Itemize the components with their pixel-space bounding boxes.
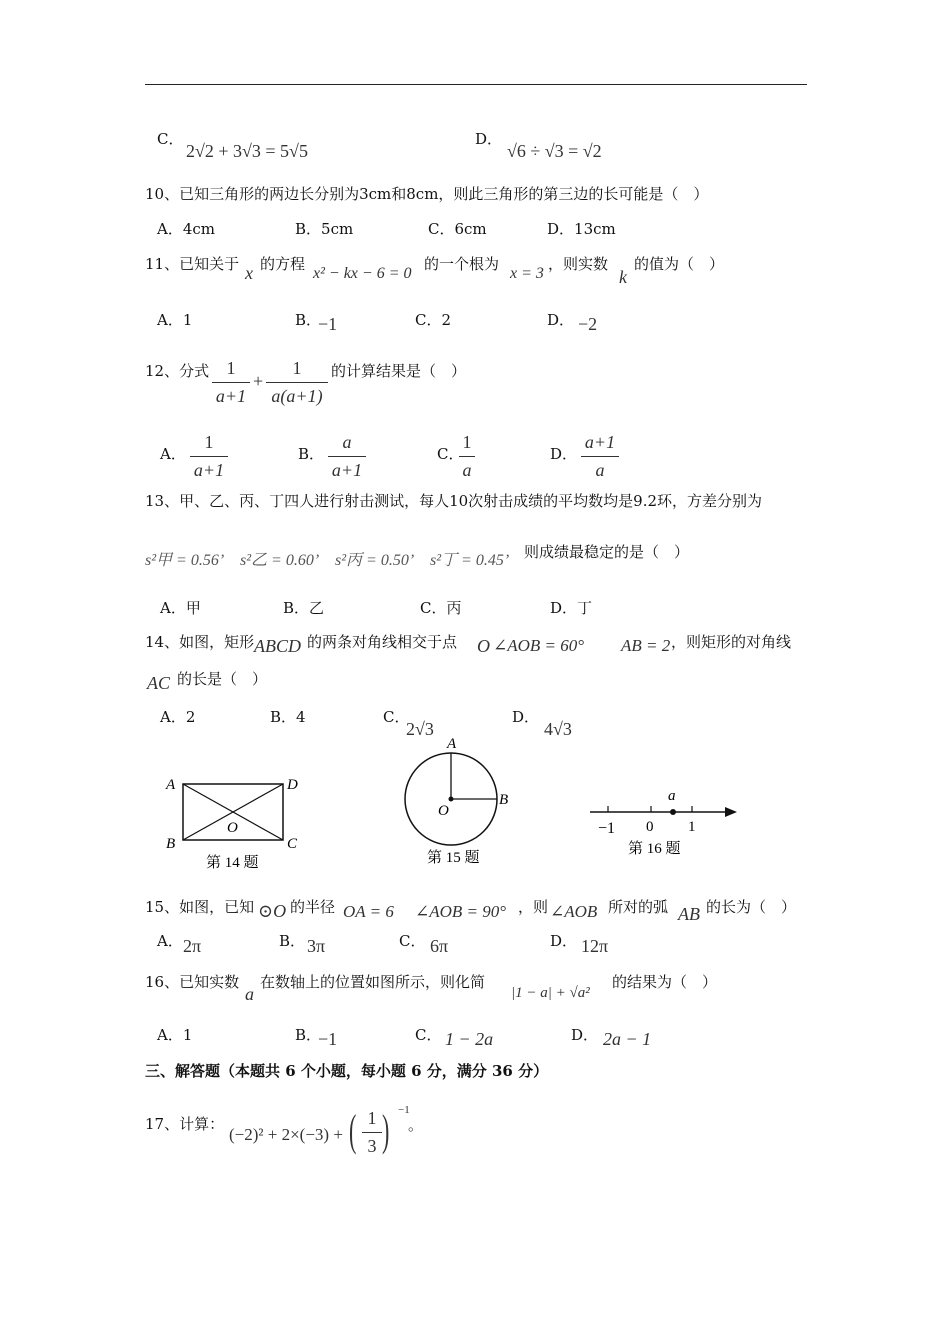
fig16-tick-label-0: 0	[646, 819, 654, 835]
q16-stem-text-a: 16、已知实数	[145, 973, 240, 991]
q15-option-d[interactable]: D．	[550, 932, 578, 950]
q14-ab: AB = 2	[621, 636, 671, 655]
q10-option-b[interactable]: B．5cm	[295, 220, 354, 238]
q11-option-c[interactable]: C．2	[415, 311, 452, 329]
fig16-caption: 第 16 题	[628, 841, 681, 857]
section-3-heading: 三、解答题（本题共 6 个小题，每小题 6 分，满分 36 分）	[145, 1062, 549, 1080]
q9-option-c-math: 2√2 + 3√3 = 5√5	[186, 141, 308, 161]
q13-stem: 13、甲、乙、丙、丁四人进行射击测试，每人10次射击成绩的平均数均是9.2环，方差分别为	[145, 492, 763, 510]
q12-plus: +	[253, 371, 264, 391]
q9-option-c-label[interactable]: C．	[157, 130, 184, 148]
q14-stem-text-b: 的两条对角线相交于点	[307, 633, 458, 651]
fig14-caption: 第 14 题	[206, 855, 259, 871]
q17-expression: (−2)² + 2×(−3) +	[229, 1125, 343, 1144]
q15-option-c-math: 6π	[430, 936, 449, 956]
fig14-label-a: A	[166, 777, 176, 793]
q12-option-b-fraction: a a+1	[328, 432, 366, 481]
fig14-label-d: D	[287, 777, 298, 793]
q14-option-d-math: 4√3	[544, 719, 572, 739]
q16-option-b[interactable]: B．	[295, 1026, 322, 1044]
q10-option-a[interactable]: A．4cm	[157, 220, 216, 238]
q15-stem-text-b: 的半径	[290, 898, 336, 916]
q11-stem-text-e: 的值为（ ）	[634, 255, 725, 273]
q11-option-d[interactable]: D．	[547, 311, 575, 329]
fig16-point-a	[670, 809, 676, 815]
q11-equation: x² − kx − 6 = 0	[313, 265, 412, 282]
q12-option-a[interactable]: A．	[160, 445, 186, 463]
q12-fraction-2: 1 a(a+1)	[266, 358, 328, 407]
q14-stem-text-a: 14、如图，矩形	[145, 633, 255, 651]
q15-option-c[interactable]: C．	[399, 932, 426, 950]
q13-option-a[interactable]: A．甲	[160, 599, 201, 617]
q10-option-c[interactable]: C．6cm	[428, 220, 487, 238]
q11-stem-text-a: 11、已知关于	[145, 255, 240, 273]
q9-option-d-label[interactable]: D．	[475, 130, 503, 148]
figure-14	[165, 777, 298, 871]
q13-stem-text-b: 则成绩最稳定的是（ ）	[524, 543, 690, 561]
fig14-label-b: B	[166, 836, 176, 852]
q15-angle: ∠AOB = 90°	[415, 902, 507, 921]
fig14-label-o: O	[227, 820, 238, 836]
fig16-arrow	[725, 807, 737, 817]
q15-stem-text-e: 的长为（ ）	[706, 898, 797, 916]
q10-option-d[interactable]: D．13cm	[547, 220, 616, 238]
q12-stem-text-b: 的计算结果是（ ）	[331, 362, 467, 380]
q16-stem-text-b: 在数轴上的位置如图所示，则化简	[260, 973, 486, 991]
q11-option-b-math: −1	[318, 314, 338, 334]
q16-option-c[interactable]: C．	[415, 1026, 442, 1044]
q17-stem: 17、计算：	[145, 1115, 225, 1133]
q15-option-b[interactable]: B．	[279, 932, 306, 950]
q12-option-d[interactable]: D．	[550, 445, 578, 463]
q11-var-x: x	[245, 263, 253, 283]
q17-exponent: −1	[398, 1104, 410, 1116]
q12-option-a-fraction: 1 a+1	[190, 432, 228, 481]
q17-fraction: 1 3	[362, 1108, 382, 1157]
q15-arc-ab: AB	[678, 904, 700, 924]
fig16-label-a: a	[668, 788, 676, 804]
q16-var-a: a	[245, 984, 254, 1004]
q15-option-d-math: 12π	[581, 936, 609, 956]
q13-variance-jia: s²甲 = 0.56’	[145, 552, 225, 569]
q12-option-c[interactable]: C．	[437, 445, 464, 463]
q15-stem-text-c: ，则	[518, 898, 549, 916]
q12-fraction-1: 1 a+1	[212, 358, 250, 407]
q12-stem-text-a: 12、分式	[145, 362, 210, 380]
q16-option-a[interactable]: A．1	[157, 1026, 193, 1044]
q10-stem: 10、已知三角形的两边长分别为3cm和8cm，则此三角形的第三边的长可能是（ ）	[145, 185, 709, 203]
q16-option-d[interactable]: D．	[571, 1026, 599, 1044]
q9-option-d-math: √6 ÷ √3 = √2	[507, 141, 602, 161]
q13-variance-yi: s²乙 = 0.60’	[240, 552, 320, 569]
q14-option-a[interactable]: A．2	[160, 708, 196, 726]
q15-option-a-math: 2π	[183, 936, 202, 956]
q14-point-o: O	[477, 636, 490, 656]
q16-option-c-math: 1 − 2a	[445, 1029, 494, 1049]
q12-option-b[interactable]: B．	[298, 445, 325, 463]
q11-option-a[interactable]: A．1	[157, 311, 193, 329]
q16-expression: |1 − a| + √a²	[511, 985, 590, 1001]
fig15-label-b: B	[499, 792, 509, 808]
q11-option-b[interactable]: B．	[295, 311, 322, 329]
q11-option-d-math: −2	[578, 314, 598, 334]
q15-stem-text-a: 15、如图，已知	[145, 898, 255, 916]
fig15-label-a: A	[447, 736, 457, 752]
q11-var-k: k	[619, 267, 627, 287]
fig16-tick-label-neg1: −1	[598, 820, 616, 837]
fig15-label-o: O	[438, 803, 449, 819]
figure-15	[405, 736, 508, 866]
q16-option-d-math: 2a − 1	[603, 1029, 652, 1049]
q11-stem-text-c: 的一个根为	[424, 255, 500, 273]
q17-paren-right: )	[382, 1106, 390, 1155]
q15-oa: OA = 6	[343, 902, 394, 921]
q14-option-d[interactable]: D．	[512, 708, 540, 726]
fig15-caption: 第 15 题	[427, 850, 480, 866]
q15-stem-text-d: 所对的弧	[608, 898, 669, 916]
q14-option-c[interactable]: C．	[383, 708, 410, 726]
q16-option-b-math: −1	[318, 1029, 338, 1049]
q13-option-d[interactable]: D．丁	[550, 599, 593, 617]
q14-option-b[interactable]: B．4	[270, 708, 306, 726]
q14-rect-name: ABCD	[254, 636, 301, 656]
q11-root: x = 3	[510, 265, 544, 282]
q14-option-c-math: 2√3	[406, 719, 434, 739]
q15-option-b-math: 3π	[307, 936, 326, 956]
q11-stem-text-d: ，则实数	[548, 255, 609, 273]
q15-circle-o: ⊙O	[258, 901, 287, 921]
fig14-label-c: C	[287, 836, 298, 852]
q15-option-a[interactable]: A．	[157, 932, 183, 950]
q11-stem-text-b: 的方程	[260, 255, 306, 273]
fig16-tick-label-1: 1	[688, 819, 696, 835]
q14-stem-text-d: 的长是（ ）	[177, 670, 268, 688]
q12-option-d-fraction: a+1 a	[581, 432, 619, 481]
q16-stem-text-c: 的结果为（ ）	[612, 973, 718, 991]
fig15-center-point	[449, 797, 454, 802]
q13-variance-ding: s²丁 = 0.45’	[430, 552, 510, 569]
q13-option-c[interactable]: C．丙	[420, 599, 462, 617]
q17-paren-left: (	[349, 1106, 357, 1155]
q13-variance-bing: s²丙 = 0.50’	[335, 552, 415, 569]
q13-option-b[interactable]: B．乙	[283, 599, 325, 617]
q14-stem-text-c: ，则矩形的对角线	[671, 633, 792, 651]
q17-period: 。	[408, 1116, 424, 1134]
q15-angle-aob: ∠AOB	[550, 902, 598, 921]
q14-ac: AC	[147, 673, 171, 693]
q12-option-c-fraction: 1 a	[459, 432, 475, 481]
figure-16	[590, 788, 737, 857]
q14-angle: ∠AOB = 60°	[493, 636, 585, 655]
